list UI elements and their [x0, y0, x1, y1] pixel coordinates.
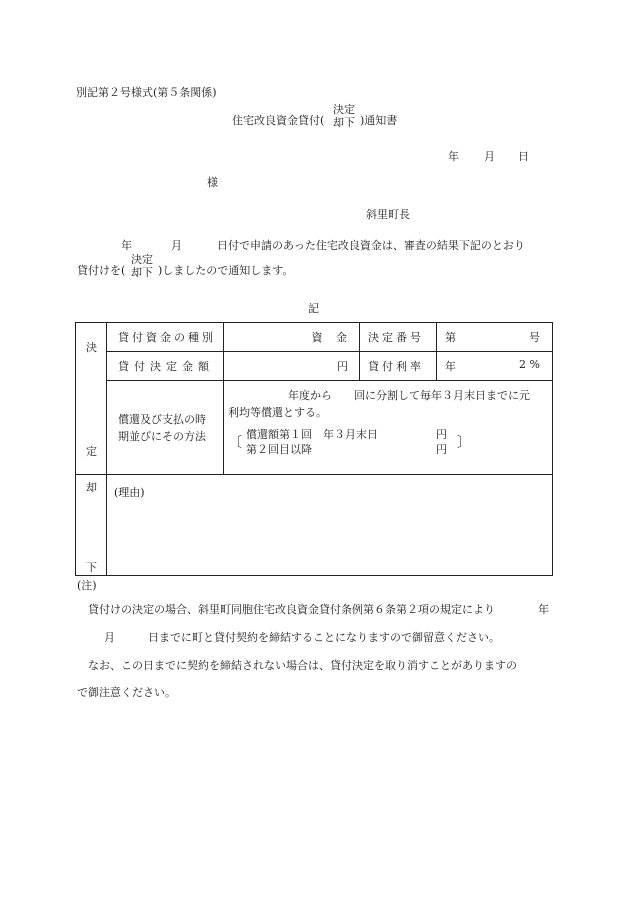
amount-label: 貸付決定金額 [118, 360, 214, 373]
repay-label-1: 償還及び支払の時 [118, 412, 206, 426]
reason-label: (理由) [114, 486, 145, 499]
repay-text-1: 年度から 回に分割して毎年３月末日までに元 [288, 389, 530, 402]
rejection-char-2: 下 [86, 561, 97, 574]
repay-text-2: 利均等償還とする。 [228, 406, 327, 419]
repay-detail-cell [224, 381, 553, 475]
note-1-line-1: 貸付けの決定の場合、斜里町同胞住宅改良資金貸付条例第６条第２項の規定により [88, 603, 495, 616]
note-1-month: 月 [104, 631, 115, 644]
decision-no-label: 決定番号 [368, 331, 424, 344]
decision-no-suffix: 号 [529, 331, 540, 344]
note-2-line-2: で御注意ください。 [77, 686, 176, 699]
title-option-rejection: 却下 [333, 116, 355, 129]
decision-table [75, 322, 553, 576]
rate-label: 貸付利率 [368, 360, 424, 373]
note-1-year: 年 [538, 603, 549, 616]
repay-first: 償還額第１回 年３月末日 [246, 428, 378, 441]
repay-second: 第２回目以降 [246, 443, 312, 456]
reason-cell [107, 475, 553, 576]
addressee-suffix: 様 [207, 176, 218, 189]
form-label: 別記第２号様式(第５条関係) [76, 86, 217, 99]
yen-first: 円 [436, 428, 447, 441]
yen-second: 円 [436, 443, 447, 456]
rate-label-cell [360, 352, 437, 381]
body-line1: 日付で申請のあった住宅改良資金は、審査の結果下記のとおり [217, 239, 525, 252]
date-month: 月 [484, 150, 495, 163]
note-2-line-1: なお、この日までに契約を締結されない場合は、貸付決定を取り消すことがありますの [88, 659, 517, 672]
date-year: 年 [448, 150, 459, 163]
decision-char-1: 決 [86, 341, 97, 354]
date-day: 日 [518, 150, 529, 163]
decision-no-value-cell [437, 323, 553, 352]
rate-value: 2 % [519, 358, 540, 371]
decision-no-label-cell [360, 323, 437, 352]
type-value: 資 金 [311, 331, 352, 344]
rate-value-cell [437, 352, 553, 381]
notes-label: (注) [77, 579, 97, 592]
repay-label-cell [107, 381, 224, 475]
amount-value-cell [224, 352, 360, 381]
note-1-line-2: 日までに町と貸付契約を締結することになりますので御留意ください。 [148, 631, 500, 644]
type-label: 貸付資金の種別 [118, 331, 216, 344]
title-options [333, 103, 355, 129]
body-option-decision: 決定 [131, 253, 153, 266]
repay-label-2: 期並びにその方法 [118, 429, 206, 443]
amount-unit: 円 [337, 360, 348, 373]
ki-heading: 記 [308, 302, 319, 315]
bracket-close: 〕 [457, 435, 471, 451]
bracket-open: 〔 [228, 435, 242, 451]
decision-char-2: 定 [86, 445, 97, 458]
issuer: 斜里町長 [366, 208, 410, 221]
title-option-decision: 決定 [333, 103, 355, 116]
body-year: 年 [121, 239, 132, 252]
type-value-cell [224, 323, 360, 352]
decision-no-prefix: 第 [445, 331, 456, 344]
body-line2-prefix: 貸付けを( [77, 264, 126, 277]
title-suffix: )通知書 [360, 114, 398, 127]
body-option-rejection: 却下 [131, 266, 153, 279]
rejection-side-cell [76, 475, 107, 576]
body-options [131, 253, 153, 279]
rate-year: 年 [445, 360, 456, 373]
decision-side-cell [76, 323, 107, 475]
title-prefix: 住宅改良資金貸付( [232, 114, 325, 127]
body-month: 月 [171, 239, 182, 252]
amount-label-cell [107, 352, 224, 381]
type-label-cell [107, 323, 224, 352]
body-line2-suffix: )しましたので通知します。 [158, 264, 294, 277]
rejection-char-1: 却 [86, 481, 97, 494]
